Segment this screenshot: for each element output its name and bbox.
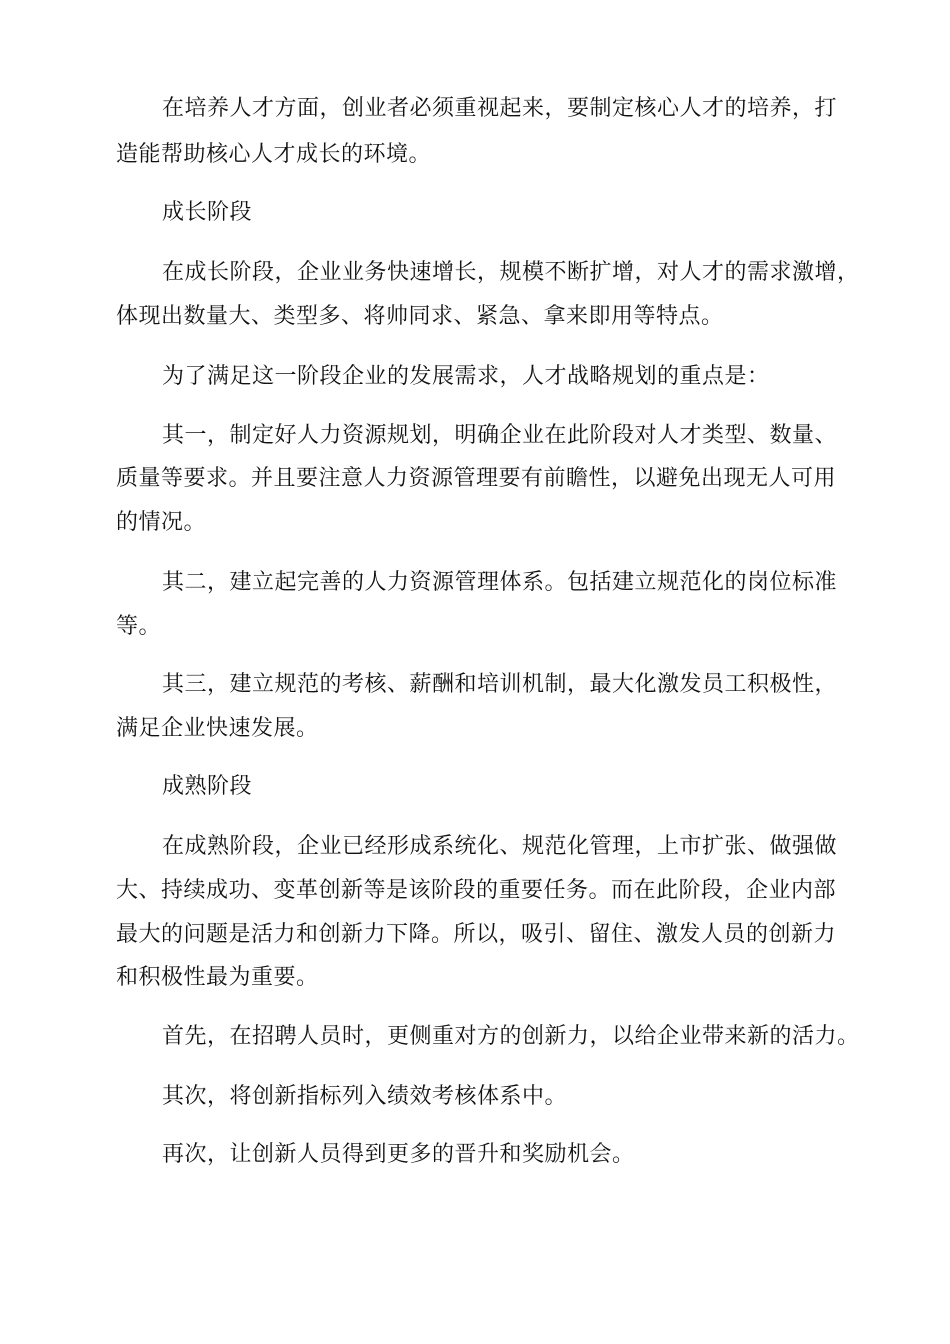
paragraph-line: 等。	[116, 614, 162, 639]
paragraph-line: 造能帮助核心人才成长的环境。	[116, 142, 432, 167]
paragraph-line: 最大的问题是活力和创新力下降。所以，吸引、留住、激发人员的创新力	[116, 922, 837, 947]
paragraph-line: 在培养人才方面，创业者必须重视起来，要制定核心人才的培养，打	[162, 96, 838, 121]
paragraph-line: 其三，建立规范的考核、薪酬和培训机制，最大化激发员工积极性，	[162, 672, 838, 697]
paragraph-line: 其次，将创新指标列入绩效考核体系中。	[162, 1084, 568, 1109]
paragraph-line: 在成长阶段，企业业务快速增长，规模不断扩增，对人才的需求激增，	[162, 260, 860, 285]
paragraph-line: 质量等要求。并且要注意人力资源管理要有前瞻性，以避免出现无人可用	[116, 466, 837, 491]
paragraph-line: 和积极性最为重要。	[116, 965, 319, 990]
paragraph-line: 首先，在招聘人员时，更侧重对方的创新力，以给企业带来新的活力。	[162, 1024, 860, 1049]
section-heading: 成熟阶段	[162, 774, 253, 799]
paragraph-line: 为了满足这一阶段企业的发展需求，人才战略规划的重点是：	[162, 364, 770, 389]
section-heading: 成长阶段	[162, 200, 253, 225]
paragraph-line: 其二，建立起完善的人力资源管理体系。包括建立规范化的岗位标准	[162, 570, 838, 595]
paragraph-line: 满足企业快速发展。	[116, 716, 319, 741]
paragraph-line: 在成熟阶段，企业已经形成系统化、规范化管理，上市扩张、做强做	[162, 834, 838, 859]
paragraph-line: 再次，让创新人员得到更多的晋升和奖励机会。	[162, 1142, 635, 1167]
paragraph-line: 大、持续成功、变革创新等是该阶段的重要任务。而在此阶段，企业内部	[116, 878, 837, 903]
paragraph-line: 体现出数量大、类型多、将帅同求、紧急、拿来即用等特点。	[116, 304, 724, 329]
paragraph-line: 的情况。	[116, 510, 207, 535]
paragraph-line: 其一，制定好人力资源规划，明确企业在此阶段对人才类型、数量、	[162, 423, 838, 448]
